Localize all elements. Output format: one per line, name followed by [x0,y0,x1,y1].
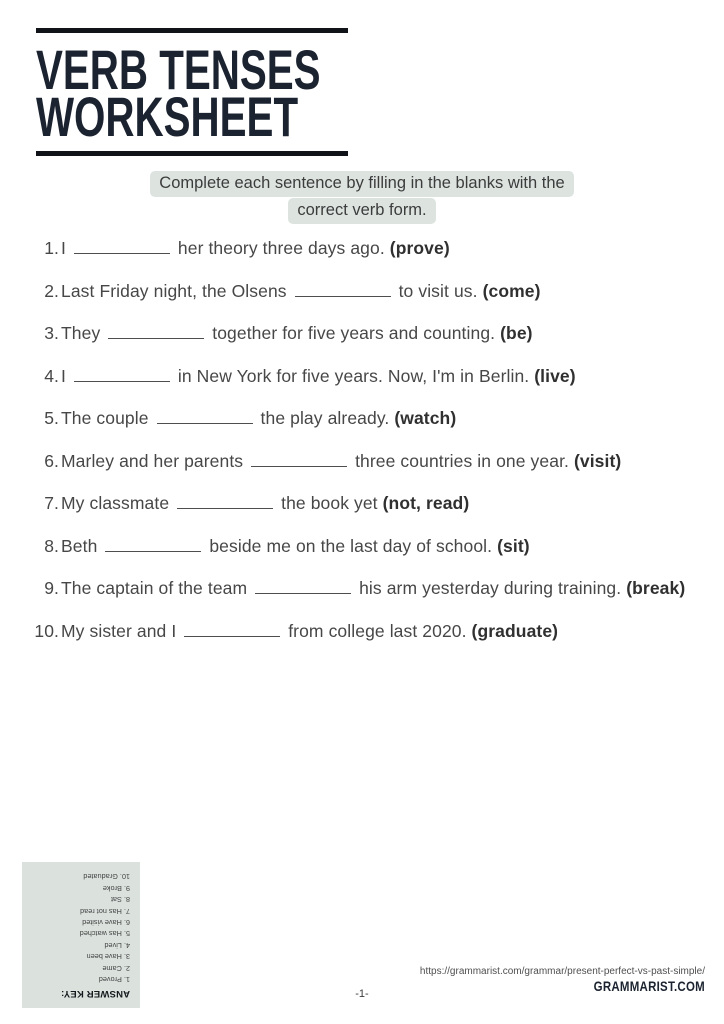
page-title-line-2: WORKSHEET [36,85,299,148]
worksheet-item [27,525,703,568]
answer-key-content [22,862,140,1008]
worksheet-item [27,312,703,355]
answer-key [22,862,140,1008]
worksheet-item [27,567,703,610]
source-url-link[interactable]: https://grammarist.com/grammar/present-perfect-vs-past-simple/ [419,966,705,977]
fill-in-blank [251,463,347,467]
item-sentence: The captain of the team his arm yesterday during training. (break) [61,578,686,598]
item-sentence: Last Friday night, the Olsens to visit us. (come) [61,280,541,301]
page-number: -1- [355,988,369,1000]
item-number: 6. [44,450,59,471]
item-number: 5. [44,408,59,428]
worksheet-item [27,227,703,270]
verb-hint: (visit) [573,450,622,471]
answer-key-line: 4. Lived [104,940,130,950]
item-sentence: Beth beside me on the last day of school. (sit) [61,535,530,556]
item-sentence: The couple the play already. (watch) [61,408,457,428]
verb-hint: (watch) [394,408,457,428]
item-number: 7. [44,493,59,513]
answer-key-list [32,871,130,985]
item-number: 2. [44,280,59,301]
answer-key-line: 8. Sat [110,895,130,905]
title-top-rule [36,28,348,33]
fill-in-blank [105,548,201,552]
worksheet-item [27,482,703,525]
worksheet-item [27,355,703,398]
source-block [420,966,705,996]
answer-key-line: 7. Has not read [80,906,130,916]
item-sentence: I in New York for five years. Now, I'm in Berlin. (live) [61,365,576,386]
fill-in-blank [157,420,253,424]
answer-key-line: 5. Has watched [79,929,130,939]
verb-hint: (not, read) [382,493,470,513]
worksheet-item-list [27,227,703,652]
item-sentence: My classmate the book yet (not, read) [61,493,470,513]
worksheet-item [27,440,703,483]
answer-key-line: 3. Have been [86,952,130,962]
verb-hint: (break) [626,578,686,598]
fill-in-blank [295,293,391,297]
answer-key-line: 2. Came [102,963,130,973]
fill-in-blank [74,250,170,254]
item-number: 9. [44,578,59,598]
answer-key-line: 6. Have visited [82,917,130,927]
item-sentence: I her theory three days ago. (prove) [61,238,450,258]
item-number: 4. [44,365,59,386]
page-title-line-1: VERB TENSES [36,38,321,101]
fill-in-blank [184,633,280,637]
fill-in-blank [108,335,204,339]
verb-hint: (prove) [389,238,450,258]
instructions-line-2: correct verb form. [288,198,435,224]
item-sentence: Marley and her parents three countries in one year. (visit) [61,450,622,471]
answer-key-line: 9. Broke [102,883,130,893]
title-block [36,28,348,156]
page-title [36,38,348,148]
item-sentence: My sister and I from college last 2020. (graduate) [61,620,559,641]
item-number: 10. [34,620,59,641]
fill-in-blank [74,378,170,382]
answer-key-line: 10. Graduated [83,872,130,882]
fill-in-blank [255,590,351,594]
item-sentence: They together for five years and counting. (be) [61,323,533,343]
worksheet-item [27,610,703,653]
verb-hint: (come) [482,280,541,301]
brand-logo-text: GRAMMARIST.COM [593,978,705,995]
item-number: 1. [44,238,59,258]
instructions-line-1: Complete each sentence by filling in the blanks with the [150,171,573,197]
answer-key-line: 1. Proved [98,975,130,984]
verb-hint: (be) [500,323,533,343]
worksheet-item [27,397,703,440]
answer-key-title: ANSWER KEY: [60,988,130,999]
fill-in-blank [177,505,273,509]
title-bottom-rule [36,151,348,156]
item-number: 3. [44,323,59,343]
item-number: 8. [44,535,59,556]
verb-hint: (sit) [497,535,530,556]
worksheet-item [27,270,703,313]
verb-hint: (live) [534,365,576,386]
verb-hint: (graduate) [471,620,559,641]
instructions [0,170,724,224]
